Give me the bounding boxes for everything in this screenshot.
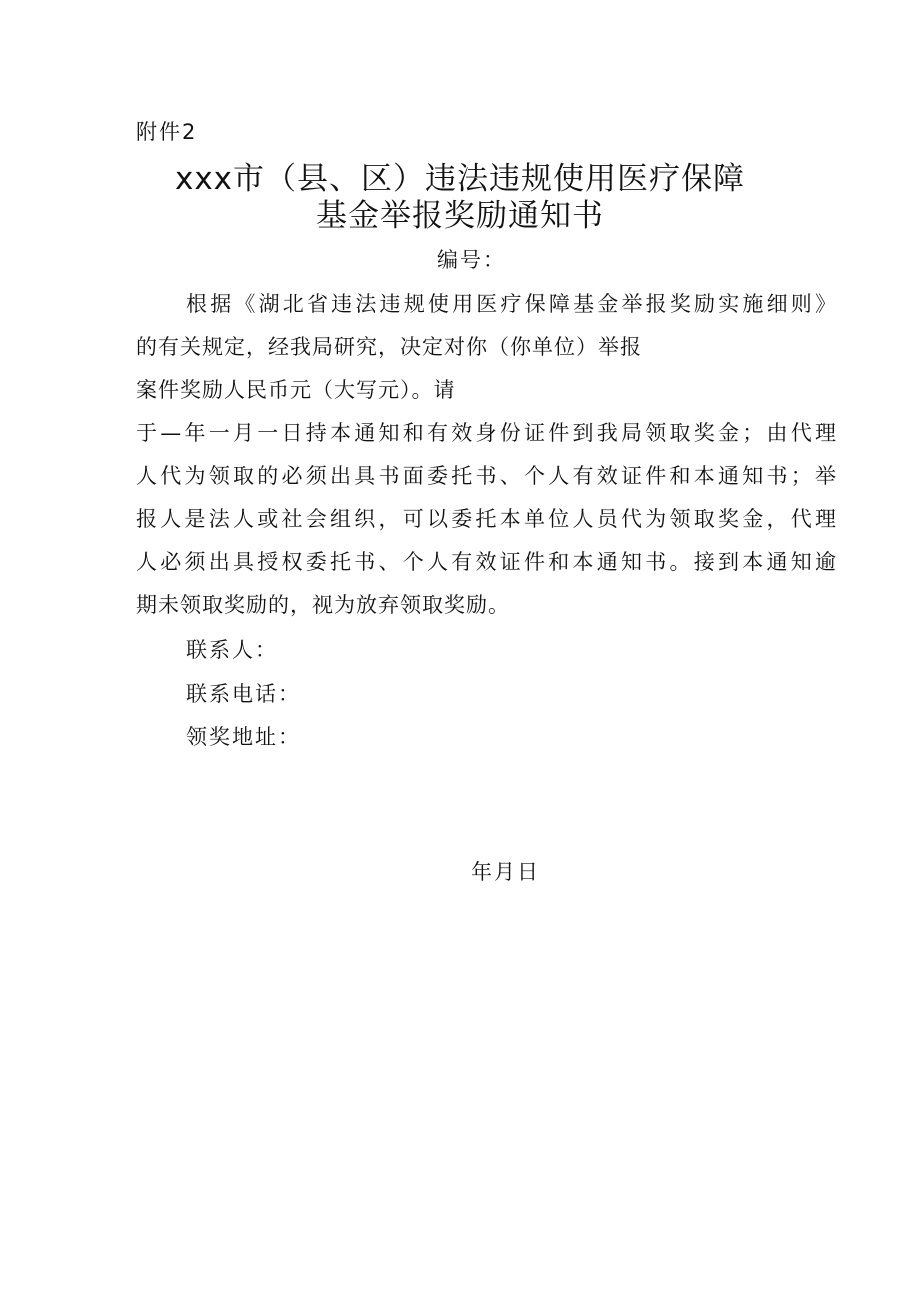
award-address-label: 领奖地址： [186,725,301,749]
body-line-4: 于—年一月一日持本通知和有效身份证件到我局领取奖金；由代理 [136,421,836,445]
body-line-7: 人必须出具授权委托书、个人有效证件和本通知书。接到本通知逾 [136,550,836,574]
body-line-6: 报人是法人或社会组织，可以委托本单位人员代为领取奖金，代理 [136,507,836,531]
body-line-5: 人代为领取的必须出具书面委托书、个人有效证件和本通知书；举 [136,464,836,488]
attachment-label: 附件2 [136,120,198,144]
body-line-1: 根据《湖北省违法违规使用医疗保障基金举报奖励实施细则》 [186,292,836,316]
body-line-3: 案件奖励人民币元（大写元）。请 [136,378,456,402]
body-line-8: 期未领取奖励的，视为放弃领取奖励。 [136,593,510,617]
contact-phone-label: 联系电话： [186,682,301,706]
date-label: 年月日 [471,860,540,884]
document-title-line-1: xxx市（县、区）违法违规使用医疗保障 [174,161,746,197]
serial-number-label: 编号： [437,248,506,272]
document-title-line-2: 基金举报奖励通知书 [316,198,604,234]
body-line-2: 的有关规定，经我局研究，决定对你（你单位）举报 [136,335,642,359]
contact-person-label: 联系人： [186,638,278,662]
